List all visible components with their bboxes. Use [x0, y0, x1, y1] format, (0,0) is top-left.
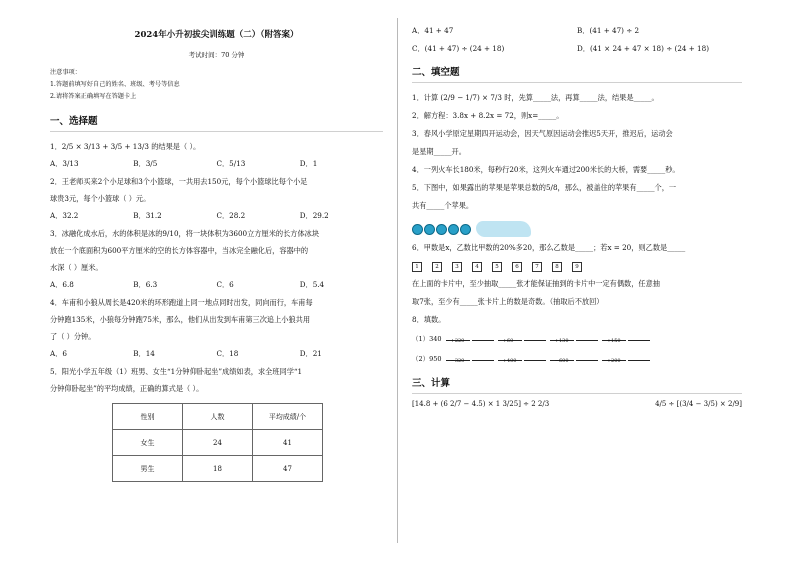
question-4-line: 分钟跑135米，小狼每分钟跑75米，那么，他们从出发到车甫第三次追上小狼共用	[50, 315, 311, 324]
arrow-icon	[550, 358, 574, 364]
fill-5-line: 5．下图中，如果露出的苹果是苹果总数的5/8，那么，被盖住的苹果有_____个，一	[412, 183, 677, 192]
chain-op: −600	[554, 358, 569, 364]
option: C．6	[216, 280, 234, 289]
calc-problem-2: 4/5 ÷ [(3/4 − 3/5) × 2/9]	[655, 400, 742, 408]
number-chain-2	[412, 349, 742, 369]
table-header: 平均成绩/个	[253, 404, 323, 430]
table-cell: 男生	[113, 456, 183, 482]
question-3-options	[50, 276, 383, 294]
notes	[50, 67, 383, 103]
question-4-options	[50, 345, 383, 363]
number-card: 8	[552, 262, 562, 272]
fill-1: 1．计算 (2/9 − 1/7) × 7/3 时，先算_____法，再算_____法，结果是_____。	[412, 93, 659, 102]
answer-blank[interactable]	[628, 360, 650, 361]
apple-icon	[412, 224, 423, 235]
number-card: 1	[412, 262, 422, 272]
question-3-line: 放在一个底面积为600平方厘米的空的长方体容器中，当冰完全融化后，容器中的	[50, 246, 309, 255]
table-cell: 47	[253, 456, 323, 482]
question-2-line: 2．王老师买来2个小足球和3个小篮球，一共用去150元，每个小篮球比每个小足	[50, 177, 308, 186]
number-card: 2	[432, 262, 442, 272]
table-row	[113, 456, 323, 482]
question-2-options	[50, 207, 383, 225]
chain-start: （1）340	[412, 335, 442, 343]
calc-problem-1: [14.8 + (6 2/7 − 4.5) × 1 3/25] ÷ 2 2/3	[412, 400, 550, 408]
apple-icon	[424, 224, 435, 235]
chain-op: +60	[502, 338, 514, 344]
fill-3-line: 是星期_____开。	[412, 147, 466, 156]
answer-blank[interactable]	[524, 340, 546, 341]
fill-8: 8．填数。	[412, 315, 446, 324]
exam-time: 考试时间：70 分钟	[188, 51, 245, 59]
section-title-calc: 三、计算	[412, 378, 451, 389]
question-3-line: 水深（ ）厘米。	[50, 263, 103, 272]
fill-5-line: 共有_____个苹果。	[412, 201, 474, 210]
question-3-line: 3．冰融化成水后，水的体积是冰的9/10，将一块体积为3600立方厘米的长方体冰块	[50, 229, 320, 238]
option: A．3/13	[50, 159, 79, 168]
option: D．5.4	[299, 280, 325, 289]
chain-op: +400	[502, 358, 517, 364]
apple-icon	[436, 224, 447, 235]
question-1-options	[50, 155, 383, 173]
number-card: 3	[452, 262, 462, 272]
fill-2: 2．解方程：3.8x + 8.2x = 72，则x=_____。	[412, 111, 564, 120]
cloth-cover-icon	[476, 221, 531, 237]
question-1: 1．2/5 × 3/13 + 3/5 + 13/3 的结果是（ ）。	[50, 142, 201, 151]
number-card: 5	[492, 262, 502, 272]
question-5-line: 5．阳光小学五年级（1）班男、女生“1分钟仰卧起坐”成绩如表，求全班同学“1	[50, 367, 303, 376]
table-header: 人数	[183, 404, 253, 430]
fill-4: 4．一列火车长180米，每秒行20米，这列火车通过200米长的大桥，需要_____秒。	[412, 165, 680, 174]
chain-op: +200	[606, 358, 621, 364]
number-cards	[412, 257, 742, 275]
chain-op: +130	[554, 338, 569, 344]
answer-blank[interactable]	[576, 360, 598, 361]
option: D．(41 × 24 + 47 × 18) ÷ (24 + 18)	[577, 44, 710, 53]
answer-blank[interactable]	[472, 360, 494, 361]
number-chain-1	[412, 329, 742, 349]
chain-op: +150	[606, 338, 621, 344]
number-card: 4	[472, 262, 482, 272]
option: D．1	[299, 159, 318, 168]
question-5-line: 分钟仰卧起坐”的平均成绩，正确的算式是（ ）。	[50, 384, 204, 393]
question-4-line: 了（ ）分钟。	[50, 332, 96, 341]
arrow-icon	[498, 338, 522, 344]
table-header-row	[113, 404, 323, 430]
chain-op: −320	[450, 358, 465, 364]
option: A．32.2	[50, 211, 79, 220]
answer-blank[interactable]	[472, 340, 494, 341]
option: A．41 + 47	[412, 26, 454, 35]
option: D．29.2	[299, 211, 329, 220]
notes-heading: 注意事项：	[50, 69, 81, 76]
note-item: 2.请将答案正确填写在答题卡上	[50, 93, 137, 100]
option: B．14	[133, 349, 155, 358]
arrow-icon	[602, 338, 626, 344]
option: B．6.3	[133, 280, 158, 289]
option: C．28.2	[216, 211, 246, 220]
apples-figure	[412, 219, 742, 239]
note-item: 1.答题前填写好自己的姓名、班级、考号等信息	[50, 81, 180, 88]
table-header: 性别	[113, 404, 183, 430]
answer-blank[interactable]	[576, 340, 598, 341]
column-divider	[397, 18, 398, 543]
answer-blank[interactable]	[524, 360, 546, 361]
section-title-choice: 一、选择题	[50, 116, 98, 127]
page-title: 2024年小升初拔尖训练题（二）（附答案）	[134, 30, 299, 40]
arrow-icon	[550, 338, 574, 344]
option: A．6	[50, 349, 67, 358]
table-row	[113, 430, 323, 456]
number-card: 9	[572, 262, 582, 272]
number-card: 7	[532, 262, 542, 272]
option: B．(41 + 47) ÷ 2	[577, 26, 640, 35]
apple-icon	[460, 224, 471, 235]
number-card: 6	[512, 262, 522, 272]
section-divider	[412, 393, 742, 394]
option: D．21	[299, 349, 322, 358]
option: A．6.8	[50, 280, 74, 289]
option: B．31.2	[133, 211, 162, 220]
arrow-icon	[498, 358, 522, 364]
chain-op: +220	[450, 338, 465, 344]
option: C．18	[216, 349, 239, 358]
fill-3-line: 3．春风小学原定星期四开运动会，因天气原因运动会推迟5天开，推迟后，运动会	[412, 129, 673, 138]
section-divider	[50, 131, 383, 132]
table-cell: 女生	[113, 430, 183, 456]
left-column	[50, 28, 383, 482]
score-table	[112, 403, 323, 482]
arrow-icon	[446, 338, 470, 344]
question-5-options-cd	[412, 40, 742, 58]
section-divider	[412, 82, 742, 83]
chain-start: （2）950	[412, 355, 442, 363]
option: C．5/13	[216, 159, 246, 168]
right-column	[412, 22, 742, 408]
fill-7-line: 在上面的卡片中，至少抽取_____张才能保证抽到的卡片中一定有偶数，任意抽	[412, 279, 660, 288]
section-title-fill: 二、填空题	[412, 67, 460, 78]
fill-6: 6．甲数是x，乙数比甲数的20%多20，那么乙数是_____；若x = 20，则乙数是_____	[412, 243, 686, 252]
table-cell: 41	[253, 430, 323, 456]
arrow-icon	[446, 358, 470, 364]
fill-7-line: 取7张，至少有_____张卡片上的数是奇数。（抽取后不放回）	[412, 297, 604, 306]
question-5-options-ab	[412, 22, 742, 40]
table-cell: 24	[183, 430, 253, 456]
option: B．3/5	[133, 159, 158, 168]
option: C．(41 + 47) ÷ (24 + 18)	[412, 44, 505, 53]
calc-problems	[412, 400, 742, 408]
question-4-line: 4．车甫和小狼从周长是420米的环形跑道上同一地点同时出发，同向而行，车甫每	[50, 298, 313, 307]
apple-icon	[448, 224, 459, 235]
question-2-line: 球贵3元，每个小篮球（ ）元。	[50, 194, 151, 203]
arrow-icon	[602, 358, 626, 364]
table-cell: 18	[183, 456, 253, 482]
answer-blank[interactable]	[628, 340, 650, 341]
